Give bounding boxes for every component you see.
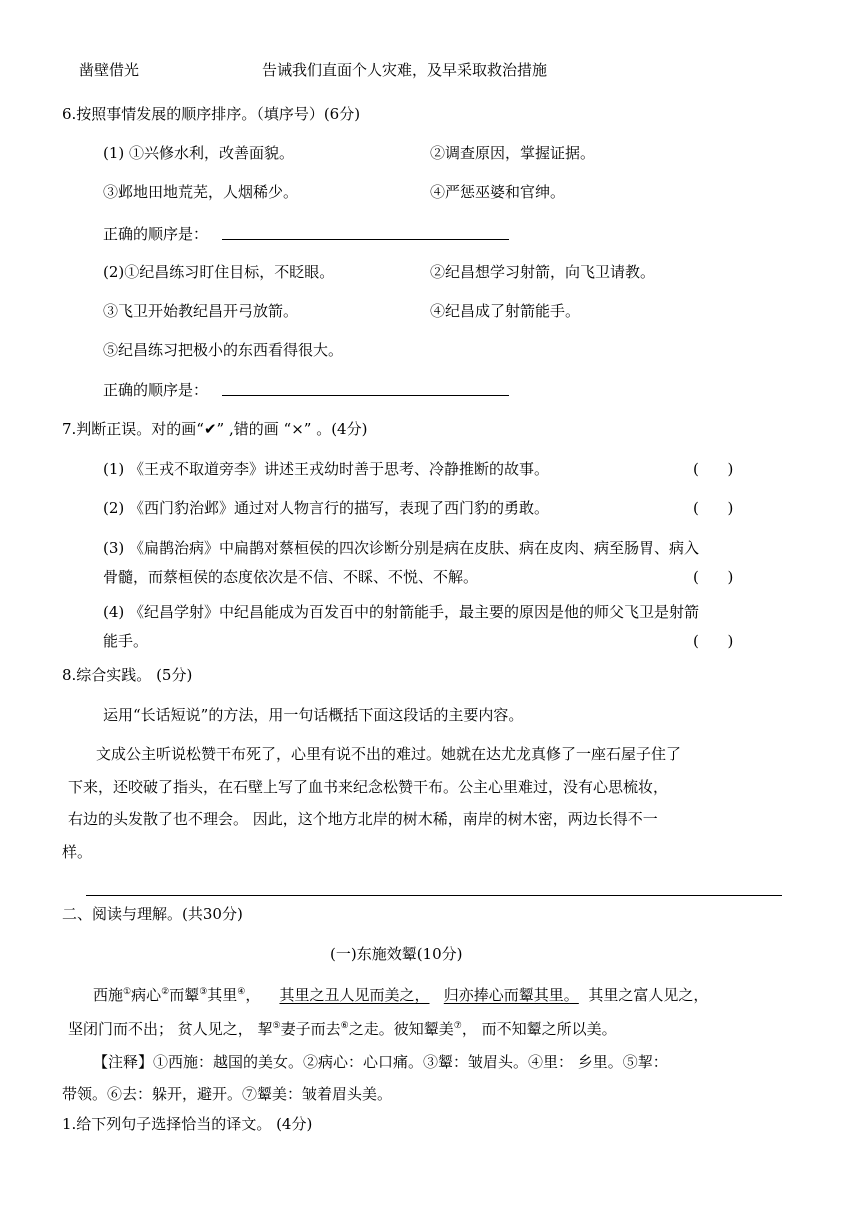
- section-2-title: 二、阅读与理解。(共30分): [62, 905, 243, 923]
- q6-g2-answer-label: 正确的顺序是：: [103, 381, 209, 399]
- q6-g1-item-c: ③邺地田地荒芜，人烟稀少。: [103, 183, 299, 201]
- reading-passage-line-1: 西施①病心②而颦③其里④， 其里之丑人见而美之， 归亦捧心而颦其里。 其里之富人见之，: [93, 986, 709, 1004]
- q7-answer-box-2[interactable]: ( ): [693, 499, 734, 517]
- idiom-meaning-text: 告诫我们直面个人灾难，及早采取救治措施: [262, 61, 548, 79]
- q6-g1-answer-label: 正确的顺序是：: [103, 225, 209, 243]
- q8-passage-line-2: 下来，还咬破了指头，在石壁上写了血书来纪念松赞干布。公主心里难过，没有心思梳妆，: [68, 778, 669, 796]
- q8-passage-line-4: 样。: [62, 843, 93, 861]
- q8-instruction: 运用“长话短说”的方法，用一句话概括下面这段话的主要内容。: [103, 706, 524, 724]
- q6-title: 6.按照事情发展的顺序排序。（填序号）(6分): [62, 105, 361, 123]
- reading-title: (一)东施效颦(10分): [330, 945, 463, 963]
- q7-item-1: (1) 《王戎不取道旁李》讲述王戎幼时善于思考、冷静推断的故事。: [103, 460, 550, 478]
- q7-answer-box-4[interactable]: ( ): [693, 632, 734, 650]
- q6-g1-item-b: ②调查原因，掌握证据。: [430, 144, 596, 162]
- q7-item-4-line2: 能手。: [103, 632, 149, 650]
- q7-title: 7.判断正误。对的画“✔” ,错的画 “×” 。(4分): [62, 420, 368, 438]
- q6-g2-answer-blank[interactable]: [222, 395, 509, 396]
- q6-g1-item-a: (1) ①兴修水利，改善面貌。: [103, 144, 295, 162]
- reading-question-1: 1.给下列句子选择恰当的译文。 (4分): [62, 1115, 313, 1133]
- q6-g1-answer-blank[interactable]: [222, 239, 509, 240]
- q7-item-2: (2) 《西门豹治邺》通过对人物言行的描写，表现了西门豹的勇敢。: [103, 499, 550, 517]
- q7-answer-box-3[interactable]: ( ): [693, 568, 734, 586]
- q8-passage-line-1: 文成公主听说松赞干布死了，心里有说不出的难过。她就在达尤龙真修了一座石屋子住了: [96, 745, 682, 763]
- q6-g2-item-c: ③飞卫开始教纪昌开弓放箭。: [103, 302, 299, 320]
- q8-title: 8.综合实践。 (5分): [62, 666, 193, 684]
- q6-g2-item-d: ④纪昌成了射箭能手。: [430, 302, 581, 320]
- q7-item-3-line2: 骨髓，而蔡桓侯的态度依次是不信、不睬、不悦、不解。: [103, 568, 479, 586]
- q8-passage-line-3: 右边的头发散了也不理会。 因此，这个地方北岸的树木稀，南岸的树木密，两边长得不一: [68, 810, 658, 828]
- q7-item-3-line1: (3) 《扁鹊治病》中扁鹊对蔡桓侯的四次诊断分别是病在皮肤、病在皮肉、病至肠胃、病入: [103, 539, 700, 557]
- idiom-text: 凿壁借光: [79, 61, 140, 79]
- q6-g1-item-d: ④严惩巫婆和官绅。: [430, 183, 566, 201]
- q6-g2-item-e: ⑤纪昌练习把极小的东西看得很大。: [103, 341, 344, 359]
- underlined-sentence-1: 其里之丑人见而美之，: [279, 986, 430, 1004]
- reading-passage-line-2: 坚闭门而不出； 贫人见之， 挈⑤妻子而去⑥之走。彼知颦美⑦， 而不知颦之所以美。: [68, 1020, 617, 1038]
- q7-answer-box-1[interactable]: ( ): [693, 460, 734, 478]
- q6-g2-item-a: (2)①纪昌练习盯住目标，不眨眼。: [103, 263, 335, 281]
- q6-g2-item-b: ②纪昌想学习射箭，向飞卫请教。: [430, 263, 656, 281]
- notes-line-1: 【注释】①西施：越国的美女。②病心：心口痛。③颦：皱眉头。④里： 乡里。⑤挈：: [93, 1053, 668, 1071]
- notes-line-2: 带领。⑥去：躲开，避开。⑦颦美：皱着眉头美。: [62, 1085, 393, 1103]
- q7-item-4-line1: (4) 《纪昌学射》中纪昌能成为百发百中的射箭能手，最主要的原因是他的师父飞卫是射箭: [103, 603, 700, 621]
- underlined-sentence-2: 归亦捧心而颦其里。: [443, 986, 579, 1004]
- q8-answer-blank[interactable]: [86, 895, 782, 896]
